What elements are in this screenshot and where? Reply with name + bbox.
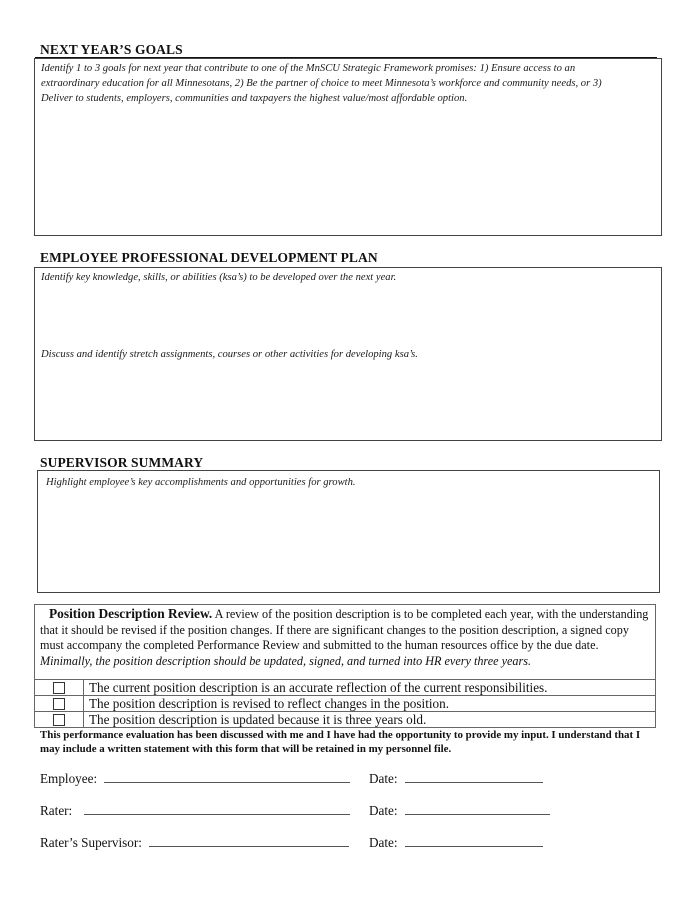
goals-instruction-line-2: extraordinary education for all Minnesotans, 2) Be the partner of choice to meet Minnesota’s workforce and community needs, or 3)	[41, 78, 602, 89]
goals-instruction	[41, 61, 656, 106]
employee-date-row	[369, 770, 543, 787]
rater-label: Rater:	[40, 803, 73, 818]
option-label: The current position description is an accurate reflection of the current responsibilities.	[84, 680, 656, 696]
checkbox-cell	[35, 712, 84, 728]
position-review-option	[35, 680, 656, 696]
position-review-title: Position Description Review.	[49, 606, 213, 621]
rater-supervisor-date-row	[369, 834, 543, 851]
rater-date-label: Date:	[369, 803, 398, 818]
position-review-description	[34, 604, 656, 680]
three-years-old-checkbox[interactable]	[53, 714, 65, 726]
goals-input-area[interactable]	[34, 58, 662, 236]
development-plan-heading: EMPLOYEE PROFESSIONAL DEVELOPMENT PLAN	[40, 250, 378, 265]
position-review-options	[34, 679, 656, 728]
rater-supervisor-signature-row	[40, 834, 349, 851]
rater-supervisor-date-label: Date:	[369, 835, 398, 850]
stretch-assignments-instruction: Discuss and identify stretch assignments, courses or other activities for developing ksa’s.	[41, 349, 418, 360]
ksa-instruction: Identify key knowledge, skills, or abilities (ksa’s) to be developed over the next year.	[41, 272, 397, 283]
position-review-option	[35, 712, 656, 728]
rater-supervisor-label: Rater’s Supervisor:	[40, 835, 142, 850]
goals-instruction-line-1: Identify 1 to 3 goals for next year that contribute to one of the MnSCU Strategic Framework promises: 1) Ensure access to an	[41, 63, 576, 74]
option-label: The position description is revised to reflect changes in the position.	[84, 696, 656, 712]
accurate-reflection-checkbox[interactable]	[53, 682, 65, 694]
checkbox-cell	[35, 696, 84, 712]
rater-signature-row	[40, 802, 350, 819]
position-review-body: A review of the position description is to be completed each year, with the understanding that it should be revised if the position changes. If there are significant changes to the position description, a signed copy must accompany the completed Performance Review and submitted to the human resources office by the due date.	[40, 607, 649, 652]
supervisor-summary-input-area[interactable]	[37, 470, 660, 593]
rater-date-row	[369, 802, 550, 819]
employee-signature-row	[40, 770, 350, 787]
goals-heading: NEXT YEAR’S GOALS	[40, 42, 183, 57]
rater-supervisor-signature-line[interactable]	[149, 834, 349, 847]
employee-date-label: Date:	[369, 771, 398, 786]
rater-date-line[interactable]	[405, 802, 550, 815]
revised-checkbox[interactable]	[53, 698, 65, 710]
rater-signature-line[interactable]	[84, 802, 350, 815]
position-review-note: Minimally, the position description should be updated, signed, and turned into HR every three years.	[40, 653, 532, 668]
development-plan-input-area[interactable]	[34, 267, 662, 441]
supervisor-summary-heading: SUPERVISOR SUMMARY	[40, 455, 204, 470]
employee-label: Employee:	[40, 771, 98, 786]
acknowledgement-text: This performance evaluation has been discussed with me and I have had the opportunity to provide my input. I understand that I may include a written statement with this form that will be retained in my personnel file.	[40, 729, 641, 755]
position-review-option	[35, 696, 656, 712]
option-label: The position description is updated because it is three years old.	[84, 712, 656, 728]
checkbox-cell	[35, 680, 84, 696]
goals-instruction-line-3: Deliver to students, employers, communities and taxpayers the highest value/most affordable option.	[41, 93, 468, 104]
rater-supervisor-date-line[interactable]	[405, 834, 543, 847]
supervisor-summary-instruction: Highlight employee’s key accomplishments and opportunities for growth.	[46, 477, 356, 488]
employee-signature-line[interactable]	[104, 770, 350, 783]
employee-date-line[interactable]	[405, 770, 543, 783]
